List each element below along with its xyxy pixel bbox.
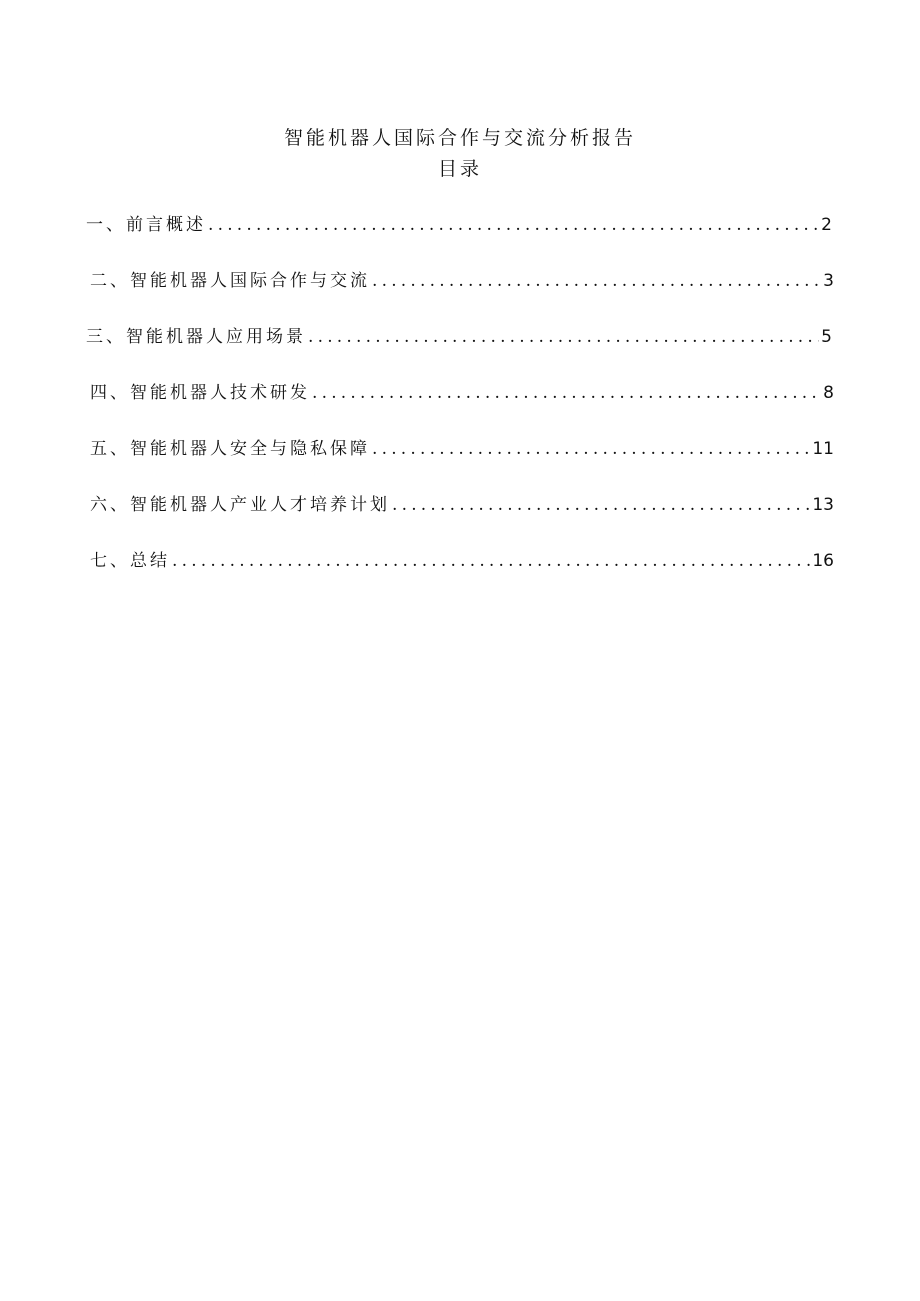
toc-entry-page: 16 [812,551,834,571]
toc-entry-page: 8 [823,383,834,403]
toc-leader-dots [308,325,819,349]
toc-leader-dots [372,269,821,293]
toc-entry-label: 二、智能机器人国际合作与交流 [90,271,370,291]
toc-entry-page: 5 [821,327,832,347]
toc-entry-label: 五、智能机器人安全与隐私保障 [90,439,370,459]
document-title: 智能机器人国际合作与交流分析报告 [283,127,636,149]
toc-entry-page: 2 [821,215,832,235]
toc-entry[interactable] [90,493,834,517]
toc-entry-label: 三、智能机器人应用场景 [86,327,306,347]
toc-entry[interactable] [86,213,832,237]
toc-entry-label: 六、智能机器人产业人才培养计划 [90,495,390,515]
toc-entry-page: 11 [812,439,834,459]
toc-heading: 目录 [437,158,482,180]
toc-entry-label: 四、智能机器人技术研发 [90,383,310,403]
toc-entry[interactable] [90,381,834,405]
toc-entry-page: 13 [812,495,834,515]
toc-entry[interactable] [90,437,834,461]
toc-entry-label: 七、总结 [90,551,170,571]
toc-entry-page: 3 [823,271,834,291]
toc-leader-dots [208,213,819,237]
toc-leader-dots [372,437,810,461]
toc-entry-label: 一、前言概述 [86,215,206,235]
toc-entry[interactable] [90,269,834,293]
toc-leader-dots [392,493,810,517]
toc-leader-dots [172,549,810,573]
toc-leader-dots [312,381,821,405]
toc-entry[interactable] [90,549,834,573]
toc-entry[interactable] [86,325,832,349]
